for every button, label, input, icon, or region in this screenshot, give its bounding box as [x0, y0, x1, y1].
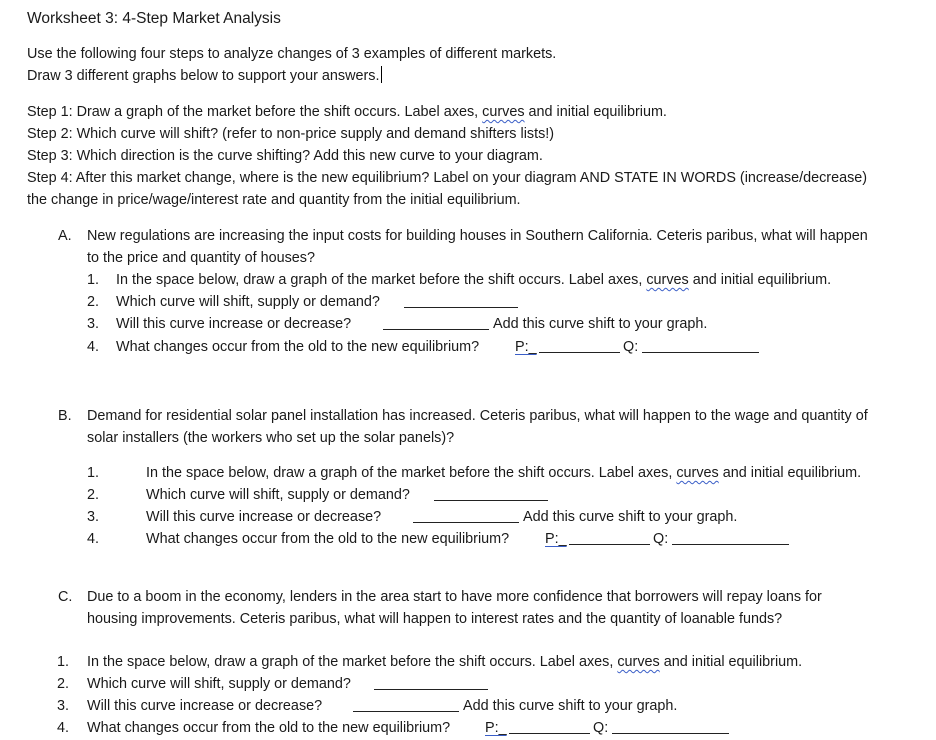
step-1-end: and initial equilibrium.	[524, 104, 667, 120]
c-item-4-number: 4.	[57, 720, 70, 736]
a-item-3-number: 3.	[87, 316, 100, 332]
c-item-1-number: 1.	[57, 654, 70, 670]
b-answer-blank-curve[interactable]	[434, 487, 548, 501]
a-answer-blank-curve[interactable]	[404, 294, 518, 308]
text-cursor	[381, 66, 382, 83]
b-answer-blank-q[interactable]	[672, 531, 789, 545]
step-3: Step 3: Which direction is the curve shifting? Add this new curve to your diagram.	[27, 148, 543, 164]
b-p-label: P:_	[545, 531, 567, 547]
c-item-4: What changes occur from the old to the new equilibrium?	[87, 720, 451, 736]
a-answer-blank-p[interactable]	[539, 339, 620, 353]
step-1	[27, 102, 667, 122]
question-c-text-2: housing improvements. Ceteris paribus, what will happen to interest rates and the quantity of loanable funds?	[87, 611, 783, 627]
step-4-continued: the change in price/wage/interest rate and quantity from the initial equilibrium.	[27, 192, 521, 208]
c-q-label: Q:	[593, 720, 609, 736]
c-item-1-text: In the space below, draw a graph of the market before the shift occurs. Label axes,	[87, 654, 618, 670]
a-item-1	[116, 270, 831, 290]
intro-line-2-text: Draw 3 different graphs below to support your answers.	[27, 68, 380, 84]
b-item-1-end: and initial equilibrium.	[718, 465, 862, 481]
a-answer-blank-q[interactable]	[642, 339, 759, 353]
c-item-1-end: and initial equilibrium.	[659, 654, 803, 670]
b-item-3: Will this curve increase or decrease?	[146, 509, 382, 525]
b-item-3-after: Add this curve shift to your graph.	[523, 509, 738, 525]
intro-line-2[interactable]	[27, 66, 382, 86]
question-a-letter: A.	[58, 228, 72, 244]
step-4: Step 4: After this market change, where is the new equilibrium? Label on your diagram AND STATE IN WORDS (increase/decrease)	[27, 170, 868, 186]
question-b-text: Demand for residential solar panel installation has increased. Ceteris paribus, what will happen to the wage and quantity of	[87, 408, 868, 424]
a-item-4-number: 4.	[87, 339, 100, 355]
c-item-3-after: Add this curve shift to your graph.	[463, 698, 678, 714]
c-item-3-number: 3.	[57, 698, 70, 714]
b-item-1-text: In the space below, draw a graph of the market before the shift occurs. Label axes,	[146, 465, 677, 481]
question-c-letter: C.	[58, 589, 73, 605]
intro-line-1: Use the following four steps to analyze changes of 3 examples of different markets.	[27, 46, 557, 62]
c-answer-blank-p[interactable]	[509, 720, 590, 734]
a-item-3-after: Add this curve shift to your graph.	[493, 316, 708, 332]
a-q-label: Q:	[623, 339, 639, 355]
a-p-label: P:_	[515, 339, 537, 355]
a-item-3: Will this curve increase or decrease?	[116, 316, 352, 332]
c-item-2-number: 2.	[57, 676, 70, 692]
b-item-1-number: 1.	[87, 465, 100, 481]
spellcheck-word: curves	[646, 272, 689, 288]
spellcheck-word: curves	[482, 104, 525, 120]
c-item-3: Will this curve increase or decrease?	[87, 698, 323, 714]
step-2: Step 2: Which curve will shift? (refer to non-price supply and demand shifters lists!)	[27, 126, 555, 142]
c-answer-blank-direction[interactable]	[353, 698, 459, 712]
question-b-letter: B.	[58, 408, 72, 424]
a-item-2-number: 2.	[87, 294, 100, 310]
question-a-text: New regulations are increasing the input costs for building houses in Southern California. Ceteris paribus, what will happen	[87, 228, 868, 244]
page-title: Worksheet 3: 4-Step Market Analysis	[27, 10, 281, 27]
b-item-3-number: 3.	[87, 509, 100, 525]
b-item-4: What changes occur from the old to the new equilibrium?	[146, 531, 510, 547]
c-p-label: P:_	[485, 720, 507, 736]
question-a-text-2: to the price and quantity of houses?	[87, 250, 316, 266]
b-item-2: Which curve will shift, supply or demand?	[146, 487, 410, 503]
b-item-4-number: 4.	[87, 531, 100, 547]
a-item-4: What changes occur from the old to the new equilibrium?	[116, 339, 480, 355]
a-item-1-text: In the space below, draw a graph of the market before the shift occurs. Label axes,	[116, 272, 647, 288]
c-answer-blank-q[interactable]	[612, 720, 729, 734]
a-item-2: Which curve will shift, supply or demand?	[116, 294, 380, 310]
question-b-text-2: solar installers (the workers who set up the solar panels)?	[87, 430, 455, 446]
b-item-1	[146, 463, 861, 483]
c-item-2: Which curve will shift, supply or demand?	[87, 676, 351, 692]
spellcheck-word: curves	[617, 654, 660, 670]
question-c-text: Due to a boom in the economy, lenders in the area start to have more confidence that borrowers will repay loans for	[87, 589, 822, 605]
b-q-label: Q:	[653, 531, 669, 547]
b-item-2-number: 2.	[87, 487, 100, 503]
step-1-text: Step 1: Draw a graph of the market before the shift occurs. Label axes,	[27, 104, 483, 120]
spellcheck-word: curves	[676, 465, 719, 481]
c-item-1	[87, 652, 802, 672]
b-answer-blank-p[interactable]	[569, 531, 650, 545]
b-answer-blank-direction[interactable]	[413, 509, 519, 523]
a-item-1-end: and initial equilibrium.	[688, 272, 832, 288]
c-answer-blank-curve[interactable]	[374, 676, 488, 690]
a-item-1-number: 1.	[87, 272, 100, 288]
a-answer-blank-direction[interactable]	[383, 316, 489, 330]
